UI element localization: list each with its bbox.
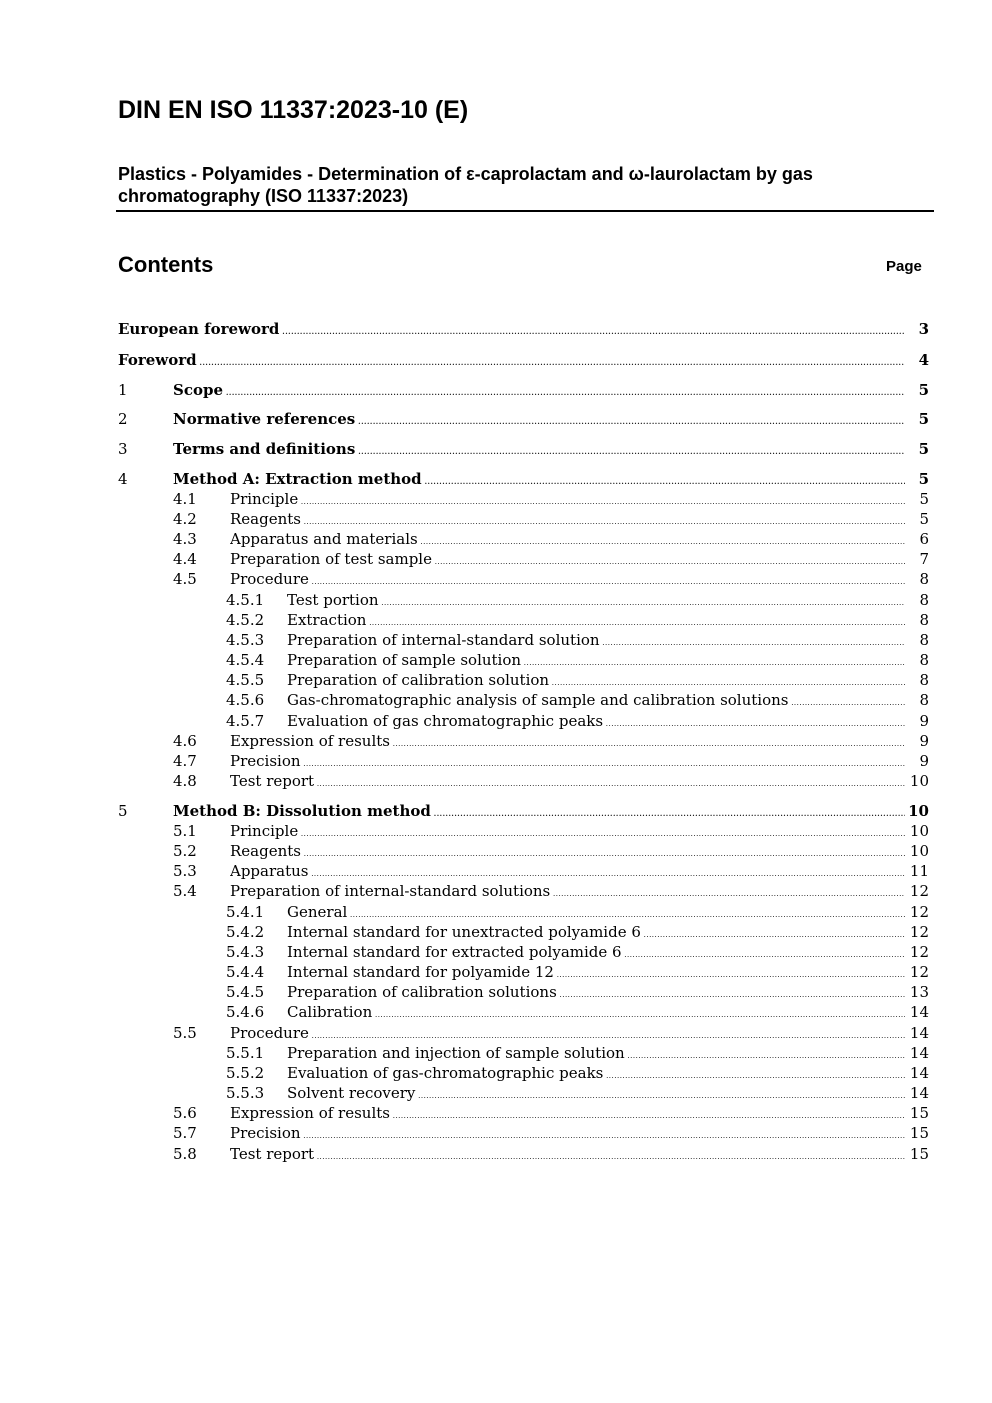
toc-entry[interactable]: [118, 771, 929, 791]
toc-entry-title: European foreword .....: [118, 319, 905, 342]
toc-entry-title: Scope .....: [173, 380, 905, 403]
toc-entry-page: 8: [919, 671, 929, 689]
toc-entry-number: 5.5.3: [226, 1084, 265, 1102]
toc-entry-number: 4.4: [173, 550, 197, 568]
toc-entry[interactable]: [118, 711, 929, 731]
toc-entry-page: 12: [909, 943, 929, 961]
toc-entry[interactable]: [118, 861, 929, 881]
toc-entry-title: Reagents .....: [230, 509, 905, 532]
toc-entry[interactable]: [118, 902, 929, 922]
toc-entry[interactable]: [118, 650, 929, 670]
toc-entry-title: Preparation of calibration solutions .....: [287, 982, 905, 1005]
toc-entry[interactable]: [118, 922, 929, 942]
toc-entry-number: 4.1: [173, 490, 197, 508]
toc-entry-title: Precision .....: [230, 1123, 905, 1146]
toc-entry-number: 4.6: [173, 732, 197, 750]
toc-entry-number: 4.5.7: [226, 712, 265, 730]
toc-entry-number: 2: [118, 410, 128, 428]
toc-entry-page: 8: [919, 631, 929, 649]
document-subtitle: Plastics - Polyamides - Determination of ε-caprolactam and ω-laurolactam by gas chromatography (ISO 11337:2023): [118, 164, 813, 206]
toc-entry[interactable]: [118, 529, 929, 549]
toc-entry[interactable]: [118, 982, 929, 1002]
toc-entry-title: Solvent recovery .....: [287, 1083, 905, 1106]
toc-entry-page: 8: [919, 651, 929, 669]
toc-entry-number: 4.5: [173, 570, 197, 588]
toc-entry-title: Gas-chromatographic analysis of sample and calibration solutions .....: [287, 690, 905, 713]
toc-entry-page: 10: [909, 772, 929, 790]
toc-entry-page: 12: [909, 882, 929, 900]
toc-entry-title: Test report .....: [230, 771, 905, 794]
toc-entry[interactable]: [118, 942, 929, 962]
toc-entry-number: 4.3: [173, 530, 197, 548]
toc-entry-page: 8: [919, 691, 929, 709]
toc-entry-page: 12: [909, 903, 929, 921]
toc-entry-title: Reagents .....: [230, 841, 905, 864]
toc-entry-title: Terms and definitions .....: [173, 439, 905, 462]
toc-entry-title: Preparation of calibration solution .....: [287, 670, 905, 693]
contents-heading: Contents: [118, 252, 214, 277]
toc-entry-page: 15: [909, 1124, 929, 1142]
toc-entry-title: Principle .....: [230, 821, 905, 844]
toc-entry-page: 10: [909, 842, 929, 860]
toc-entry-number: 4.2: [173, 510, 197, 528]
toc-entry-title: Procedure .....: [230, 569, 905, 592]
toc-entry-title: Preparation of internal-standard solutions .....: [230, 881, 905, 904]
toc-entry-page: 5: [919, 510, 929, 528]
toc-entry[interactable]: [118, 489, 929, 509]
toc-entry-number: 5.5: [173, 1024, 197, 1042]
toc-entry-title: Calibration .....: [287, 1002, 905, 1025]
toc-entry-number: 5.4.4: [226, 963, 265, 981]
toc-entry-page: 14: [909, 1024, 929, 1042]
toc-entry-page: 8: [919, 591, 929, 609]
toc-entry-title: General .....: [287, 902, 905, 925]
toc-entry-title: Preparation and injection of sample solution .....: [287, 1043, 905, 1066]
toc-entry[interactable]: [118, 409, 929, 429]
toc-entry-number: 5.4.5: [226, 983, 265, 1001]
toc-entry-page: 5: [918, 381, 929, 399]
toc-entry-number: 5.4.2: [226, 923, 265, 941]
toc-entry-number: 5.3: [173, 862, 197, 880]
toc-entry-number: 4.5.3: [226, 631, 265, 649]
toc-entry-page: 12: [909, 923, 929, 941]
toc-entry-number: 4.7: [173, 752, 197, 770]
toc-entry-number: 5.1: [173, 822, 197, 840]
toc-entry-page: 12: [909, 963, 929, 981]
toc-entry-number: 4.5.2: [226, 611, 265, 629]
toc-entry[interactable]: [118, 319, 929, 339]
toc-entry-title: Evaluation of gas chromatographic peaks .....: [287, 711, 905, 734]
toc-entry-page: 7: [919, 550, 929, 568]
toc-entry[interactable]: [118, 439, 929, 459]
toc-entry-page: 8: [919, 611, 929, 629]
toc-entry[interactable]: [118, 590, 929, 610]
toc-entry-title: Preparation of sample solution .....: [287, 650, 905, 673]
toc-entry-title: Internal standard for extracted polyamide 6 .....: [287, 942, 905, 965]
toc-entry-number: 4.5.5: [226, 671, 265, 689]
toc-entry-page: 8: [919, 570, 929, 588]
toc-entry[interactable]: [118, 1043, 929, 1063]
toc-entry-title: Test portion .....: [287, 590, 905, 613]
toc-entry-number: 5.7: [173, 1124, 197, 1142]
toc-entry-page: 9: [919, 732, 929, 750]
toc-entry-number: 5.5.1: [226, 1044, 265, 1062]
toc-entry[interactable]: [118, 962, 929, 982]
toc-entry-number: 4.5.1: [226, 591, 265, 609]
toc-entry-number: 1: [118, 381, 128, 399]
toc-entry[interactable]: [118, 881, 929, 901]
toc-entry-page: 3: [918, 320, 929, 338]
toc-entry[interactable]: [118, 350, 929, 370]
toc-entry-number: 5.4: [173, 882, 197, 900]
toc-entry-page: 5: [919, 490, 929, 508]
toc-entry-number: 4.5.6: [226, 691, 265, 709]
toc-entry-title: Internal standard for unextracted polyamide 6 .....: [287, 922, 905, 945]
toc-entry-number: 5.4.1: [226, 903, 265, 921]
toc-entry-number: 5: [118, 802, 128, 820]
toc-entry[interactable]: [118, 1123, 929, 1143]
toc-entry-title: Preparation of internal-standard solution .....: [287, 630, 905, 653]
toc-entry-page: 15: [909, 1145, 929, 1163]
toc-entry[interactable]: [118, 1063, 929, 1083]
toc-entry-title: Normative references .....: [173, 409, 905, 432]
toc-entry[interactable]: [118, 821, 929, 841]
toc-entry-number: 4: [118, 470, 128, 488]
toc-entry-page: 5: [918, 440, 929, 458]
toc-entry[interactable]: [118, 1023, 929, 1043]
toc-entry-title: Principle .....: [230, 489, 905, 512]
toc-entry[interactable]: [118, 801, 929, 821]
toc-entry[interactable]: [118, 841, 929, 861]
toc-entry[interactable]: [118, 1002, 929, 1022]
toc-entry-title: Foreword .....: [118, 350, 905, 373]
toc-entry-title: Evaluation of gas-chromatographic peaks .....: [287, 1063, 905, 1086]
toc-entry-page: 13: [909, 983, 929, 1001]
toc-entry[interactable]: [118, 690, 929, 710]
toc-entry-title: Expression of results .....: [230, 1103, 905, 1126]
toc-entry[interactable]: [118, 469, 929, 489]
toc-entry[interactable]: [118, 731, 929, 751]
toc-entry-title: Apparatus and materials .....: [230, 529, 905, 552]
toc-entry-number: 5.4.6: [226, 1003, 265, 1021]
toc-entry-page: 14: [909, 1044, 929, 1062]
toc-entry-page: 5: [918, 410, 929, 428]
toc-entry[interactable]: [118, 610, 929, 630]
toc-entry-title: Expression of results .....: [230, 731, 905, 754]
toc-entry-page: 10: [909, 822, 929, 840]
toc-entry[interactable]: [118, 630, 929, 650]
toc-entry[interactable]: [118, 670, 929, 690]
toc-entry-number: 3: [118, 440, 128, 458]
toc-entry[interactable]: [118, 380, 929, 400]
toc-entry[interactable]: [118, 1144, 929, 1164]
toc-entry-page: 9: [919, 752, 929, 770]
toc-entry-number: 5.6: [173, 1104, 197, 1122]
toc-entry-page: 14: [909, 1064, 929, 1082]
toc-entry-page: 4: [918, 351, 929, 369]
toc-entry[interactable]: [118, 1103, 929, 1123]
toc-entry-number: 4.8: [173, 772, 197, 790]
toc-entry-number: 5.4.3: [226, 943, 265, 961]
toc-entry-number: 4.5.4: [226, 651, 265, 669]
page-column-heading: Page: [886, 258, 922, 275]
toc-entry-page: 10: [908, 802, 929, 820]
toc-entry-page: 6: [919, 530, 929, 548]
toc-entry-title: Precision .....: [230, 751, 905, 774]
toc-entry[interactable]: [118, 509, 929, 529]
toc-entry-page: 15: [909, 1104, 929, 1122]
toc-entry-title: Method B: Dissolution method .....: [173, 801, 905, 824]
toc-entry[interactable]: [118, 751, 929, 771]
toc-entry-title: Procedure .....: [230, 1023, 905, 1046]
toc-entry-number: 5.2: [173, 842, 197, 860]
title-divider: [116, 210, 934, 212]
document-title: DIN EN ISO 11337:2023-10 (E): [118, 96, 469, 124]
toc-entry-title: Test report .....: [230, 1144, 905, 1167]
toc-entry-page: 14: [909, 1084, 929, 1102]
toc-entry-title: Internal standard for polyamide 12 .....: [287, 962, 905, 985]
toc-entry[interactable]: [118, 569, 929, 589]
toc-entry-title: Apparatus .....: [230, 861, 905, 884]
toc-entry-page: 9: [919, 712, 929, 730]
toc-entry-number: 5.5.2: [226, 1064, 265, 1082]
toc-entry-page: 11: [909, 862, 929, 880]
toc-entry-title: Method A: Extraction method .....: [173, 469, 905, 492]
toc-entry[interactable]: [118, 549, 929, 569]
toc-entry-title: Extraction .....: [287, 610, 905, 633]
toc-entry-page: 5: [918, 470, 929, 488]
toc-entry-page: 14: [909, 1003, 929, 1021]
toc-entry-title: Preparation of test sample .....: [230, 549, 905, 572]
toc-entry[interactable]: [118, 1083, 929, 1103]
toc-entry-number: 5.8: [173, 1145, 197, 1163]
